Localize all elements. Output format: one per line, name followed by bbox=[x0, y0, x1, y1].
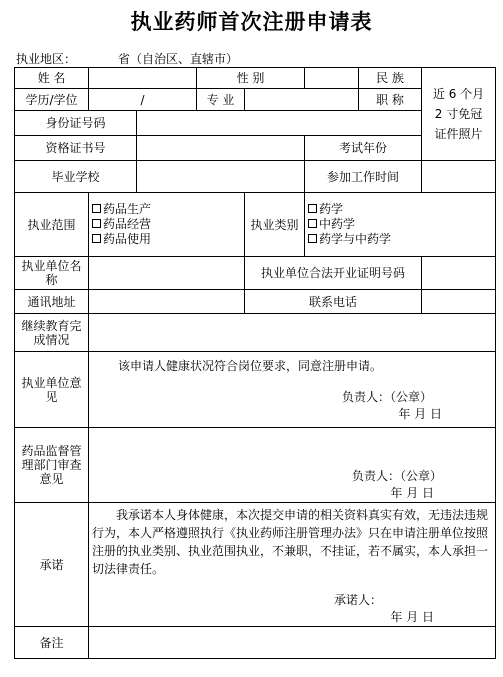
school-label: 毕业学校 bbox=[15, 161, 137, 193]
authority-opinion-date: 年 月 日 bbox=[390, 486, 435, 500]
authority-opinion-signer: 负责人：（公章） bbox=[352, 469, 443, 483]
exam-year-label: 考试年份 bbox=[305, 136, 422, 161]
address-label: 通讯地址 bbox=[15, 290, 89, 314]
work-start-label: 参加工作时间 bbox=[305, 161, 422, 193]
category-option-3[interactable]: 药学与中药学 bbox=[308, 232, 492, 247]
practice-scope-label: 执业范围 bbox=[15, 193, 89, 257]
education-value[interactable]: / bbox=[89, 89, 197, 111]
photo-area bbox=[422, 68, 496, 161]
region-label: 执业地区： bbox=[16, 52, 77, 66]
employer-license-value[interactable] bbox=[422, 257, 496, 290]
commitment-date: 年 月 日 bbox=[390, 610, 435, 624]
region-suffix: 省（自治区、直辖市） bbox=[118, 52, 239, 66]
category-option-1[interactable]: 药学 bbox=[308, 202, 492, 217]
major-value[interactable] bbox=[245, 89, 359, 111]
employer-opinion-cell bbox=[89, 352, 496, 428]
name-label: 姓 名 bbox=[15, 68, 89, 89]
scope-option-2[interactable]: 药品经营 bbox=[92, 217, 241, 232]
authority-opinion-label: 药品监督管理部门审查意见 bbox=[15, 428, 89, 503]
remarks-value[interactable] bbox=[89, 627, 496, 659]
photo-line-1: 近 6 个月 bbox=[432, 87, 485, 101]
education-label: 学历/学位 bbox=[15, 89, 89, 111]
application-form-table bbox=[14, 67, 496, 659]
scope-option-3[interactable]: 药品使用 bbox=[92, 232, 241, 247]
commitment-text: 我承诺本人身体健康，本次提交申请的相关资料真实有效，无违法违规行为，本人严格遵照执行《执业药师注册管理办法》只在申请注册单位按照注册的执业类别、执业范围执业，不兼职，不挂证，若不属实，本人承担一切法律责任。 bbox=[92, 508, 489, 576]
employer-opinion-signer: 负责人：（公章） bbox=[342, 390, 433, 404]
photo-line-2: 2 寸免冠 bbox=[434, 107, 483, 121]
commitment-signer: 承诺人： bbox=[334, 593, 383, 607]
gender-label: 性 别 bbox=[197, 68, 305, 89]
id-number-value[interactable] bbox=[137, 111, 422, 136]
employer-name-value[interactable] bbox=[89, 257, 245, 290]
practice-category-options bbox=[305, 193, 496, 257]
ethnicity-label: 民 族 bbox=[359, 68, 422, 89]
major-label: 专 业 bbox=[197, 89, 245, 111]
authority-opinion-cell bbox=[89, 428, 496, 503]
work-start-value[interactable] bbox=[422, 161, 496, 193]
title-label: 职 称 bbox=[359, 89, 422, 111]
employer-name-label: 执业单位名称 bbox=[15, 257, 89, 290]
school-value[interactable] bbox=[137, 161, 305, 193]
practice-category-label: 执业类别 bbox=[245, 193, 305, 257]
employer-opinion-date: 年 月 日 bbox=[398, 407, 443, 421]
commitment-label: 承诺 bbox=[15, 503, 89, 627]
employer-opinion-text: 该申请人健康状况符合岗位要求，同意注册申请。 bbox=[118, 359, 383, 373]
employer-opinion-label: 执业单位意见 bbox=[15, 352, 89, 428]
continuing-edu-label: 继续教育完成情况 bbox=[15, 314, 89, 352]
scope-option-1[interactable]: 药品生产 bbox=[92, 202, 241, 217]
checkbox-icon[interactable] bbox=[92, 219, 101, 228]
practice-scope-options bbox=[89, 193, 245, 257]
name-value[interactable] bbox=[89, 68, 197, 89]
checkbox-icon[interactable] bbox=[308, 219, 317, 228]
cert-number-value[interactable] bbox=[137, 136, 305, 161]
gender-value[interactable] bbox=[305, 68, 359, 89]
checkbox-icon[interactable] bbox=[308, 234, 317, 243]
commitment-cell bbox=[89, 503, 496, 627]
form-title: 执业药师首次注册申请表 bbox=[130, 10, 373, 34]
checkbox-icon[interactable] bbox=[92, 204, 101, 213]
id-number-label: 身份证号码 bbox=[15, 111, 137, 136]
remarks-label: 备注 bbox=[15, 627, 89, 659]
category-option-2[interactable]: 中药学 bbox=[308, 217, 492, 232]
phone-label: 联系电话 bbox=[245, 290, 422, 314]
continuing-edu-value[interactable] bbox=[89, 314, 496, 352]
checkbox-icon[interactable] bbox=[92, 234, 101, 243]
phone-value[interactable] bbox=[422, 290, 496, 314]
address-value[interactable] bbox=[89, 290, 245, 314]
cert-number-label: 资格证书号 bbox=[15, 136, 137, 161]
photo-line-3: 证件照片 bbox=[434, 127, 483, 141]
checkbox-icon[interactable] bbox=[308, 204, 317, 213]
employer-license-label: 执业单位合法开业证明号码 bbox=[245, 257, 422, 290]
